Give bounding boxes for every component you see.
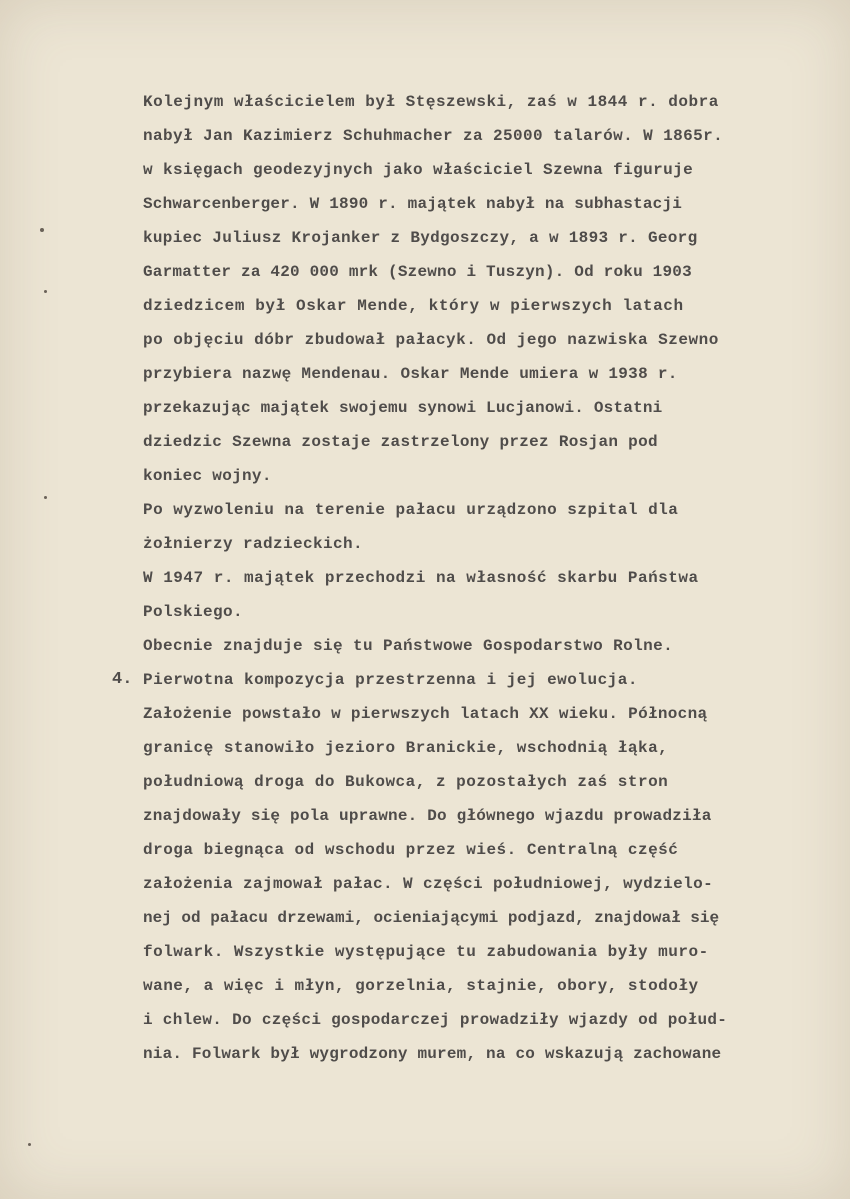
text-line: Po wyzwoleniu na terenie pałacu urządzono szpital dla <box>143 501 679 519</box>
text-line: W 1947 r. majątek przechodzi na własność skarbu Państwa <box>143 569 699 587</box>
text-line: Polskiego. <box>143 603 244 621</box>
text-line: przekazując majątek swojemu synowi Lucjanowi. Ostatni <box>143 399 663 417</box>
text-line: Garmatter za 420 000 mrk (Szewno i Tuszyn). Od roku 1903 <box>143 263 692 281</box>
text-line: Schwarcenberger. W 1890 r. majątek nabył na subhastacji <box>143 195 683 213</box>
text-line: folwark. Wszystkie występujące tu zabudowania były muro- <box>143 943 709 961</box>
section-number: 4. <box>112 670 133 689</box>
text-line: granicę stanowiło jezioro Branickie, wschodnią łąka, <box>143 739 669 757</box>
text-line: droga biegnąca od wschodu przez wieś. Centralną część <box>143 841 679 859</box>
text-line: wane, a więc i młyn, gorzelnia, stajnie, obory, stodoły <box>143 977 699 995</box>
margin-dot-mark <box>28 1143 31 1146</box>
text-line: kupiec Juliusz Krojanker z Bydgoszczy, a w 1893 r. Georg <box>143 229 698 247</box>
text-line: Kolejnym właścicielem był Stęszewski, zaś w 1844 r. dobra <box>143 93 719 111</box>
text-line: założenia zajmował pałac. W części południowej, wydzielo- <box>143 875 714 893</box>
text-line: i chlew. Do części gospodarczej prowadziły wjazdy od połud- <box>143 1011 728 1029</box>
text-line: dziedzicem był Oskar Mende, który w pierwszych latach <box>143 297 684 315</box>
text-line: południową droga do Bukowca, z pozostałych zaś stron <box>143 773 669 791</box>
text-line: koniec wojny. <box>143 467 272 485</box>
text-line: nia. Folwark był wygrodzony murem, na co wskazują zachowane <box>143 1045 722 1063</box>
text-line: przybiera nazwę Mendenau. Oskar Mende umiera w 1938 r. <box>143 365 678 383</box>
text-line: znajdowały się pola uprawne. Do głównego wjazdu prowadziła <box>143 807 712 825</box>
text-line: po objęciu dóbr zbudował pałacyk. Od jego nazwiska Szewno <box>143 331 719 349</box>
margin-dot-mark <box>40 228 44 232</box>
section-heading: Pierwotna kompozycja przestrzenna i jej ewolucja. <box>143 671 638 689</box>
text-line: żołnierzy radzieckich. <box>143 535 364 553</box>
text-line: nej od pałacu drzewami, ocieniającymi podjazd, znajdował się <box>143 909 720 927</box>
margin-dot-mark <box>44 496 47 499</box>
text-line: nabył Jan Kazimierz Schuhmacher za 25000 talarów. W 1865r. <box>143 127 724 145</box>
text-line: Obecnie znajduje się tu Państwowe Gospodarstwo Rolne. <box>143 637 674 655</box>
text-line: w księgach geodezyjnych jako właściciel Szewna figuruje <box>143 161 694 179</box>
text-line: dziedzic Szewna zostaje zastrzelony przez Rosjan pod <box>143 433 658 451</box>
margin-dot-mark <box>44 290 47 293</box>
text-line: Założenie powstało w pierwszych latach XX wieku. Północną <box>143 705 708 723</box>
